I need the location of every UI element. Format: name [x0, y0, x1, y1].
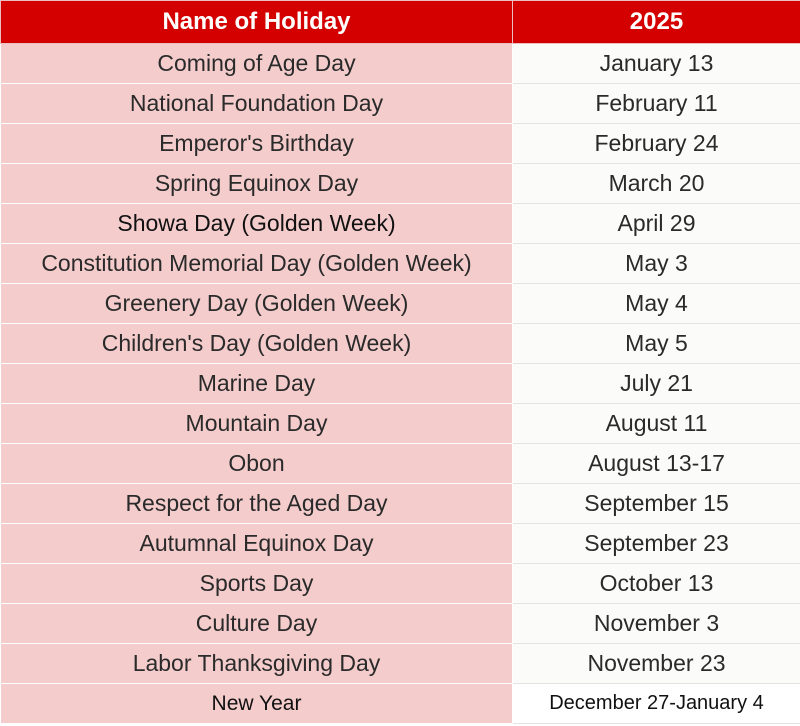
- holiday-name-cell: Showa Day (Golden Week): [1, 204, 513, 244]
- table-row: [1, 124, 800, 164]
- holiday-date-cell: October 13: [513, 564, 800, 604]
- holiday-name-cell: Marine Day: [1, 364, 513, 404]
- table-row: [1, 444, 800, 484]
- holiday-name-cell: Children's Day (Golden Week): [1, 324, 513, 364]
- table-row: [1, 564, 800, 604]
- holiday-date-cell: May 4: [513, 284, 800, 324]
- holiday-date-cell: September 23: [513, 524, 800, 564]
- table-row: [1, 604, 800, 644]
- table-row: [1, 404, 800, 444]
- table-row: [1, 524, 800, 564]
- table-row: [1, 484, 800, 524]
- holiday-name-cell: National Foundation Day: [1, 84, 513, 124]
- table-row: [1, 164, 800, 204]
- table-row: [1, 204, 800, 244]
- holiday-date-cell: February 11: [513, 84, 800, 124]
- table-row: [1, 364, 800, 404]
- holiday-date-cell: February 24: [513, 124, 800, 164]
- header-holiday-name: Name of Holiday: [1, 1, 513, 44]
- holiday-date-cell: August 11: [513, 404, 800, 444]
- holiday-date-cell: December 27-January 4: [513, 684, 800, 724]
- holiday-date-cell: July 21: [513, 364, 800, 404]
- holiday-date-cell: March 20: [513, 164, 800, 204]
- holiday-date-cell: August 13-17: [513, 444, 800, 484]
- holiday-name-cell: New Year: [1, 684, 513, 724]
- holiday-name-cell: Constitution Memorial Day (Golden Week): [1, 244, 513, 284]
- table-row: [1, 684, 800, 724]
- holiday-name-cell: Coming of Age Day: [1, 44, 513, 84]
- header-row: [1, 1, 800, 44]
- holiday-name-cell: Respect for the Aged Day: [1, 484, 513, 524]
- table-row: [1, 324, 800, 364]
- holiday-name-cell: Obon: [1, 444, 513, 484]
- holiday-name-cell: Autumnal Equinox Day: [1, 524, 513, 564]
- holiday-name-cell: Emperor's Birthday: [1, 124, 513, 164]
- header-year: 2025: [513, 1, 800, 44]
- holiday-date-cell: November 23: [513, 644, 800, 684]
- holiday-name-cell: Spring Equinox Day: [1, 164, 513, 204]
- holiday-name-cell: Mountain Day: [1, 404, 513, 444]
- table-row: [1, 44, 800, 84]
- table-row: [1, 244, 800, 284]
- holiday-date-cell: January 13: [513, 44, 800, 84]
- holiday-name-cell: Sports Day: [1, 564, 513, 604]
- table-row: [1, 284, 800, 324]
- holiday-name-cell: Culture Day: [1, 604, 513, 644]
- holiday-date-cell: November 3: [513, 604, 800, 644]
- holiday-date-cell: April 29: [513, 204, 800, 244]
- holiday-name-cell: Greenery Day (Golden Week): [1, 284, 513, 324]
- table-row: [1, 644, 800, 684]
- holiday-date-cell: May 3: [513, 244, 800, 284]
- table-row: [1, 84, 800, 124]
- holiday-date-cell: September 15: [513, 484, 800, 524]
- holiday-date-cell: May 5: [513, 324, 800, 364]
- holiday-name-cell: Labor Thanksgiving Day: [1, 644, 513, 684]
